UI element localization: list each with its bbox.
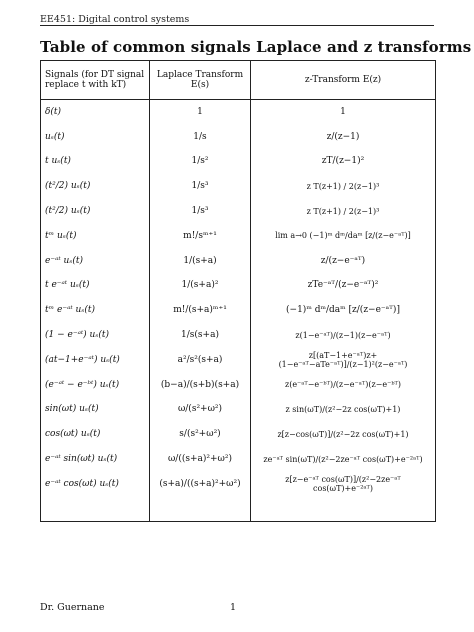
table-row — [41, 496, 436, 521]
table-row — [41, 223, 436, 248]
signal-cell: e⁻ᵃᵗ uₛ(t) — [41, 248, 150, 273]
table-row — [41, 323, 436, 348]
table-row — [41, 248, 436, 273]
laplace-cell: 1/(s+a)² — [150, 273, 251, 298]
laplace-cell: s/(s²+ω²) — [150, 422, 251, 447]
laplace-cell: (s+a)/((s+a)²+ω²) — [150, 471, 251, 496]
header-signal: Signals (for DT signal replace t with kT) — [41, 61, 150, 100]
table-row — [41, 199, 436, 224]
signal-cell: t e⁻ᵃᵗ uₛ(t) — [41, 273, 150, 298]
laplace-cell: 1/s³ — [150, 199, 251, 224]
header-z: z-Transform E(z) — [251, 61, 436, 100]
table-header-row — [41, 61, 436, 100]
laplace-cell: 1/s³ — [150, 174, 251, 199]
page-title: Table of common signals Laplace and z transforms — [40, 38, 472, 56]
signal-cell: δ(t) — [41, 100, 150, 125]
signal-cell — [41, 496, 150, 521]
laplace-cell: m!/(s+a)ᵐ⁺¹ — [150, 298, 251, 323]
z-cell: ze⁻ᵃᵀ sin(ωT)/(z²−2ze⁻ᵃᵀ cos(ωT)+e⁻²ᵃᵀ) — [251, 447, 436, 472]
signal-cell: (t²/2) uₛ(t) — [41, 174, 150, 199]
z-cell — [251, 496, 436, 521]
header-rule — [40, 25, 434, 26]
page-number: 1 — [230, 602, 237, 613]
signal-cell: (1 − e⁻ᵃᵗ) uₛ(t) — [41, 323, 150, 348]
z-cell: z(1−e⁻ᵃᵀ)/(z−1)(z−e⁻ᵃᵀ) — [251, 323, 436, 348]
signal-cell: (at−1+e⁻ᵃᵗ) uₛ(t) — [41, 347, 150, 372]
z-cell: 1 — [251, 100, 436, 125]
z-cell: zT/(z−1)² — [251, 149, 436, 174]
z-cell: z[(aT−1+e⁻ᵃᵀ)z+(1−e⁻ᵃᵀ−aTe⁻ᵃᵀ)]/(z−1)²(z−e⁻ᵃᵀ) — [251, 347, 436, 372]
signal-cell: tᵐ e⁻ᵃᵗ uₛ(t) — [41, 298, 150, 323]
signal-cell: e⁻ᵃᵗ sin(ωt) uₛ(t) — [41, 447, 150, 472]
z-cell: z T(z+1) / 2(z−1)³ — [251, 174, 436, 199]
table-row — [41, 149, 436, 174]
z-cell: z[z−cos(ωT)]/(z²−2z cos(ωT)+1) — [251, 422, 436, 447]
laplace-cell: 1 — [150, 100, 251, 125]
signal-cell: (e⁻ᵃᵗ − e⁻ᵇᵗ) uₛ(t) — [41, 372, 150, 397]
laplace-cell: m!/sᵐ⁺¹ — [150, 223, 251, 248]
table-row — [41, 298, 436, 323]
table-row — [41, 447, 436, 472]
laplace-cell — [150, 496, 251, 521]
z-cell: z sin(ωT)/(z²−2z cos(ωT)+1) — [251, 397, 436, 422]
z-cell: z T(z+1) / 2(z−1)³ — [251, 199, 436, 224]
z-cell: z[z−e⁻ᵃᵀ cos(ωT)]/(z²−2ze⁻ᵃᵀ cos(ωT)+e⁻²ᵃᵀ) — [251, 471, 436, 496]
z-cell: lim a→0 (−1)ᵐ dᵐ/daᵐ [z/(z−e⁻ᵃᵀ)] — [251, 223, 436, 248]
signal-cell: tᵐ uₛ(t) — [41, 223, 150, 248]
laplace-cell: ω/((s+a)²+ω²) — [150, 447, 251, 472]
signal-cell: t uₛ(t) — [41, 149, 150, 174]
table-row — [41, 422, 436, 447]
header-laplace: Laplace Transform E(s) — [150, 61, 251, 100]
signal-cell: e⁻ᵃᵗ cos(ωt) uₛ(t) — [41, 471, 150, 496]
footer-author: Dr. Guernane — [40, 602, 105, 613]
laplace-cell: (b−a)/(s+b)(s+a) — [150, 372, 251, 397]
signal-cell: (t²/2) uₛ(t) — [41, 199, 150, 224]
z-cell: z/(z−1) — [251, 124, 436, 149]
z-cell: (−1)ᵐ dᵐ/daᵐ [z/(z−e⁻ᵃᵀ)] — [251, 298, 436, 323]
table-row — [41, 174, 436, 199]
z-cell: z(e⁻ᵃᵀ−e⁻ᵇᵀ)/(z−e⁻ᵃᵀ)(z−e⁻ᵇᵀ) — [251, 372, 436, 397]
table-row — [41, 372, 436, 397]
laplace-cell: 1/s² — [150, 149, 251, 174]
table-row — [41, 124, 436, 149]
laplace-cell: 1/s(s+a) — [150, 323, 251, 348]
laplace-cell: ω/(s²+ω²) — [150, 397, 251, 422]
laplace-cell: 1/(s+a) — [150, 248, 251, 273]
signal-cell: cos(ωt) uₛ(t) — [41, 422, 150, 447]
transform-table — [40, 60, 436, 522]
table-row — [41, 347, 436, 372]
course-header: EE451: Digital control systems — [40, 14, 190, 25]
signal-cell: uₛ(t) — [41, 124, 150, 149]
z-cell: z/(z−e⁻ᵃᵀ) — [251, 248, 436, 273]
z-cell: zTe⁻ᵃᵀ/(z−e⁻ᵃᵀ)² — [251, 273, 436, 298]
table-row — [41, 397, 436, 422]
laplace-cell: a²/s²(s+a) — [150, 347, 251, 372]
table-row — [41, 471, 436, 496]
signal-cell: sin(ωt) uₛ(t) — [41, 397, 150, 422]
laplace-cell: 1/s — [150, 124, 251, 149]
table-row — [41, 273, 436, 298]
table-row — [41, 100, 436, 125]
